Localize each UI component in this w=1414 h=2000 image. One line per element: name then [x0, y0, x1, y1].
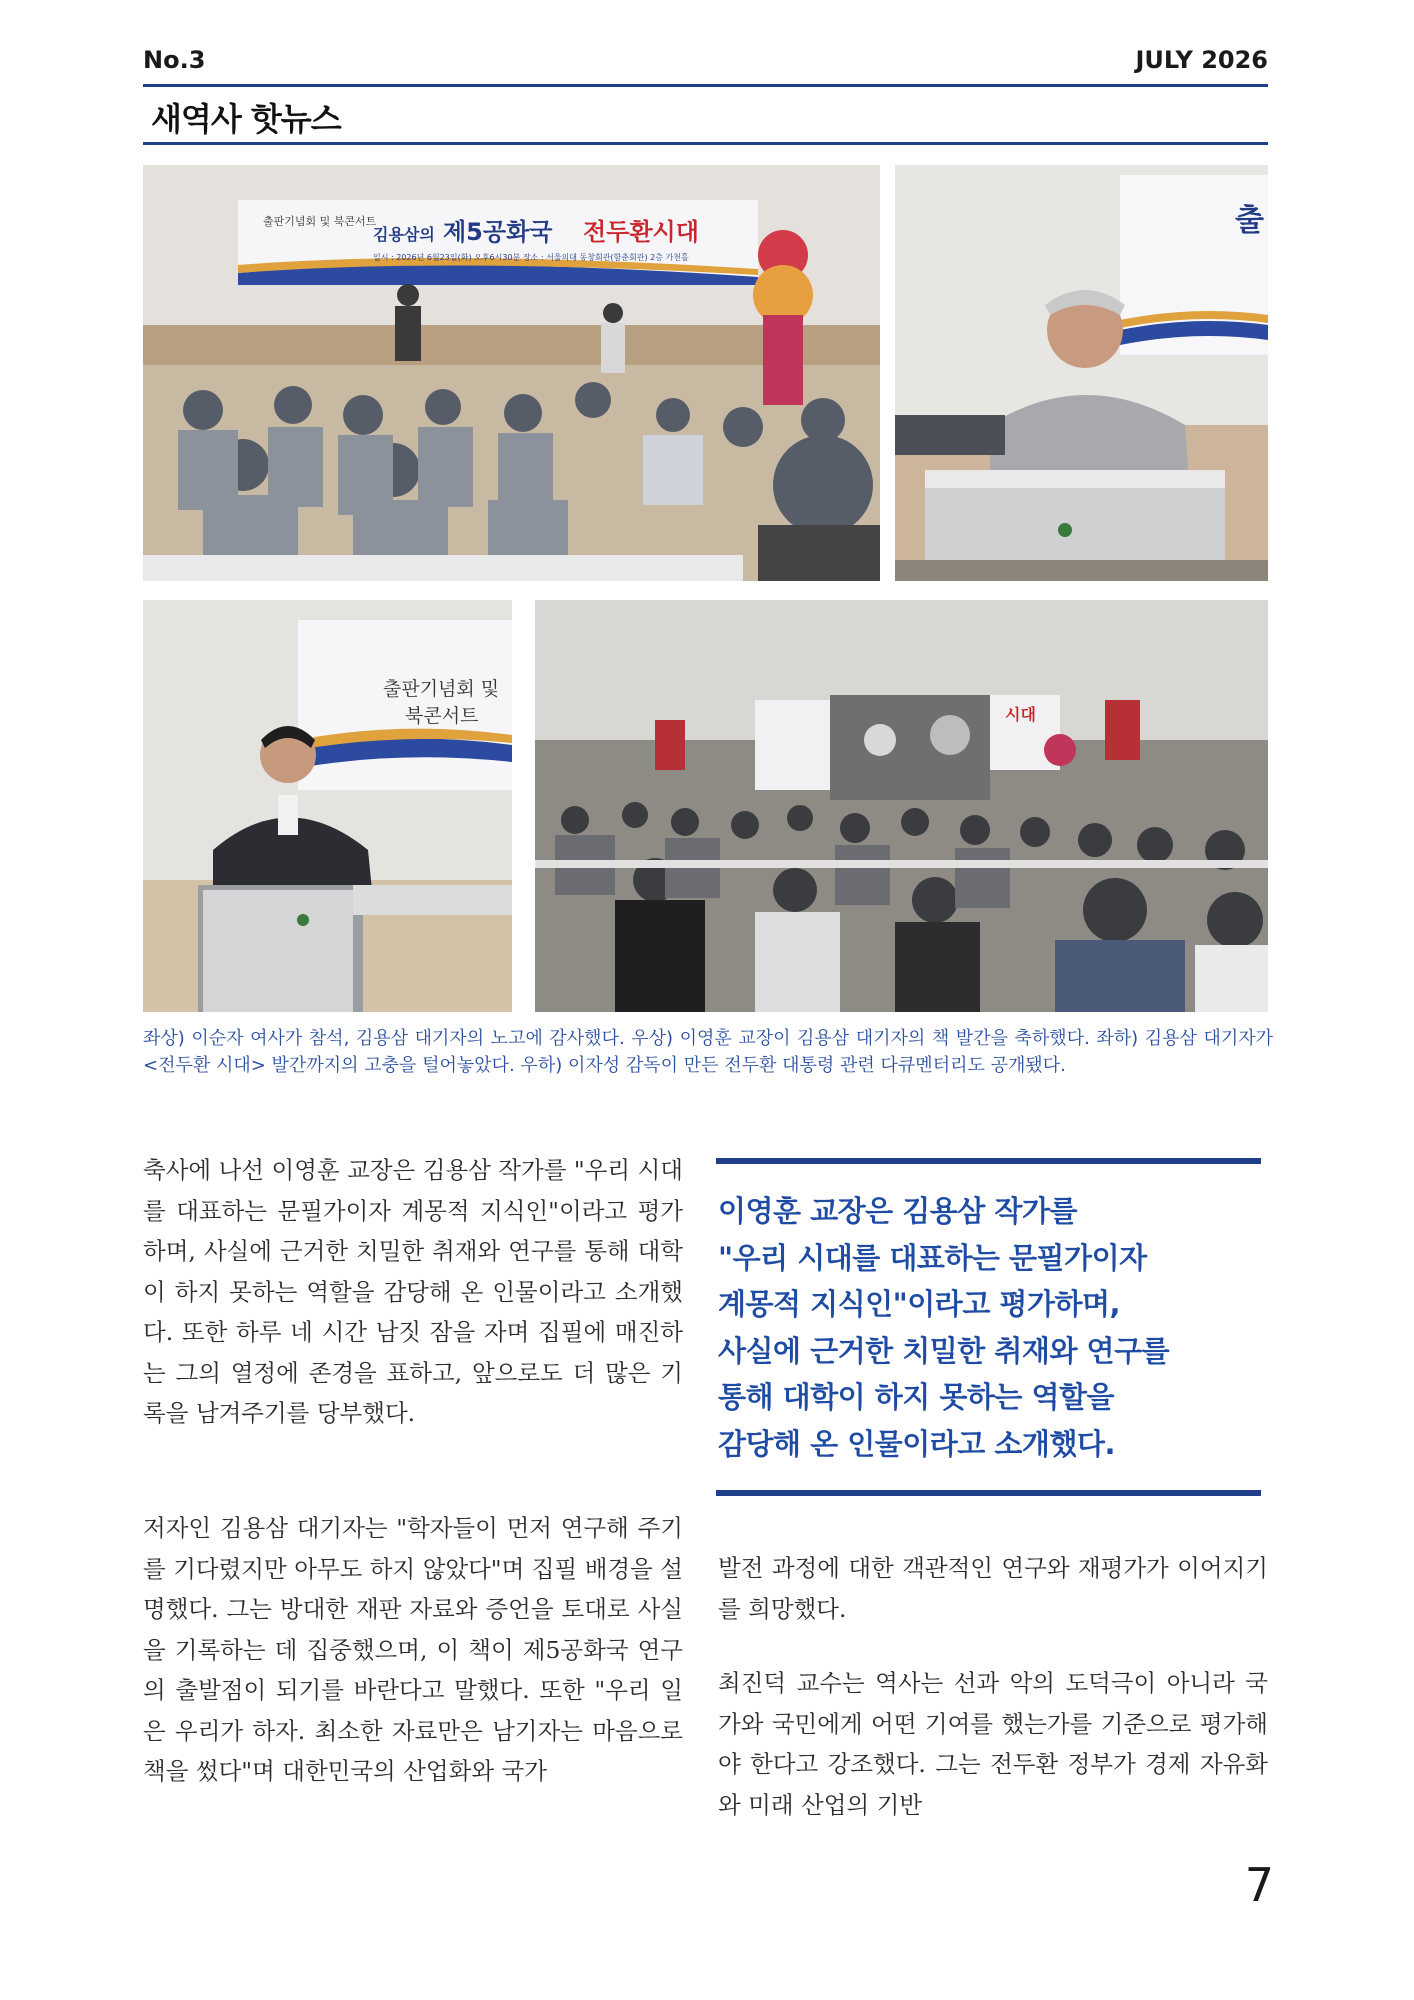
- left-paragraph-2: 저자인 김용삼 대기자는 "학자들이 먼저 연구해 주기를 기다렸지만 아무도 하지 않았다"며 집필 배경을 설명했다. 그는 방대한 재판 자료와 증언을 토대로 사실을 기록하는 데 집중했으며, 이 책이 제5공화국 연구의 출발점이 되기를 바란다고 말했다. 또한 "우리 일은 우리가 하자. 최소한 자료만은 남기자는 마음으로 책을 썼다"며 대한민국의 산업화와 국가: [143, 1514, 683, 1785]
- pull-quote-line: 계몽적 지식인"이라고 평가하며,: [718, 1287, 1121, 1321]
- header-rule-bottom: [143, 142, 1268, 145]
- banner-main-text: 제5공화국: [443, 218, 553, 246]
- left-paragraph-1: 축사에 나선 이영훈 교장은 김용삼 작가를 "우리 시대를 대표하는 문필가이자 계몽적 지식인"이라고 평가하며, 사실에 근거한 치밀한 취재와 연구를 통해 대학이 하지 못하는 역할을 감당해 온 인물이라고 소개했다. 또한 하루 네 시간 남짓 잠을 자며 집필에 매진하는 그의 열정에 존경을 표하고, 앞으로도 더 많은 기록을 남겨주기를 당부했다.: [143, 1156, 683, 1427]
- photo-caption: 좌상) 이순자 여사가 참석, 김용삼 대기자의 노고에 감사했다. 우상) 이영훈 교장이 김용삼 대기자의 책 발간을 축하했다. 좌하) 김용삼 대기자가 <전두환 시대> 발간까지의 고충을 털어놓았다. 우하) 이자성 감독이 만든 전두환 대통령 관련 다큐멘터리도 공개됐다.: [143, 1028, 1273, 1076]
- page-number: 7: [1244, 1858, 1274, 1912]
- banner-line2-text: 북콘서트: [405, 705, 479, 727]
- pull-quote-line: 사실에 근거한 치밀한 취재와 연구를: [718, 1333, 1170, 1368]
- issue-number: No.3: [143, 46, 206, 74]
- banner-info-text: 일시 : 2026년 6월23일(화) 오후6시30분 장소 : 서울의대 동창회관(함춘회관) 2층 가천홀: [373, 253, 689, 262]
- right-paragraph-1: 발전 과정에 대한 객관적인 연구와 재평가가 이어지기를 희망했다.: [718, 1554, 1268, 1623]
- pull-quote-line: 통해 대학이 하지 못하는 역할을: [718, 1380, 1115, 1414]
- banner-accent-text: 전두환시대: [583, 218, 699, 246]
- banner-small-text: 출판기념회 및 북콘서트: [263, 215, 377, 228]
- pull-quote-line: 감당해 온 인물이라고 소개했다.: [718, 1426, 1115, 1461]
- author-speaking-photo: [143, 600, 512, 1012]
- photo-top-right: [895, 165, 1268, 581]
- documentary-screening-photo: [535, 600, 1268, 1012]
- pull-quote: [716, 1158, 1268, 1502]
- photo-top-left: [143, 165, 880, 581]
- section-title: 새역사 핫뉴스: [151, 100, 341, 138]
- banner-fragment-text: 출: [1235, 203, 1264, 238]
- header-rule-top: [143, 84, 1268, 87]
- speaker-podium-photo: [895, 165, 1268, 581]
- photo-bottom-right: [535, 600, 1268, 1012]
- issue-date: JULY 2026: [1135, 46, 1268, 74]
- pull-quote-rule-bottom: [716, 1490, 1261, 1496]
- event-hall-photo: [143, 165, 880, 581]
- banner-name-text: 김용삼의: [373, 225, 435, 244]
- banner-line1-text: 출판기념회 및: [383, 678, 500, 700]
- photo-bottom-left: [143, 600, 512, 1012]
- screen-banner-text: 시대: [1005, 705, 1036, 724]
- pull-quote-text: [718, 1188, 1263, 1467]
- pull-quote-rule-top: [716, 1158, 1261, 1164]
- pull-quote-line: 이영훈 교장은 김용삼 작가를: [718, 1194, 1077, 1228]
- pull-quote-line: "우리 시대를 대표하는 문필가이자: [718, 1240, 1147, 1275]
- right-paragraph-2: 최진덕 교수는 역사는 선과 악의 도덕극이 아니라 국가와 국민에게 어떤 기여를 했는가를 기준으로 평가해야 한다고 강조했다. 그는 전두환 정부가 경제 자유화와 미래 산업의 기반: [718, 1669, 1268, 1819]
